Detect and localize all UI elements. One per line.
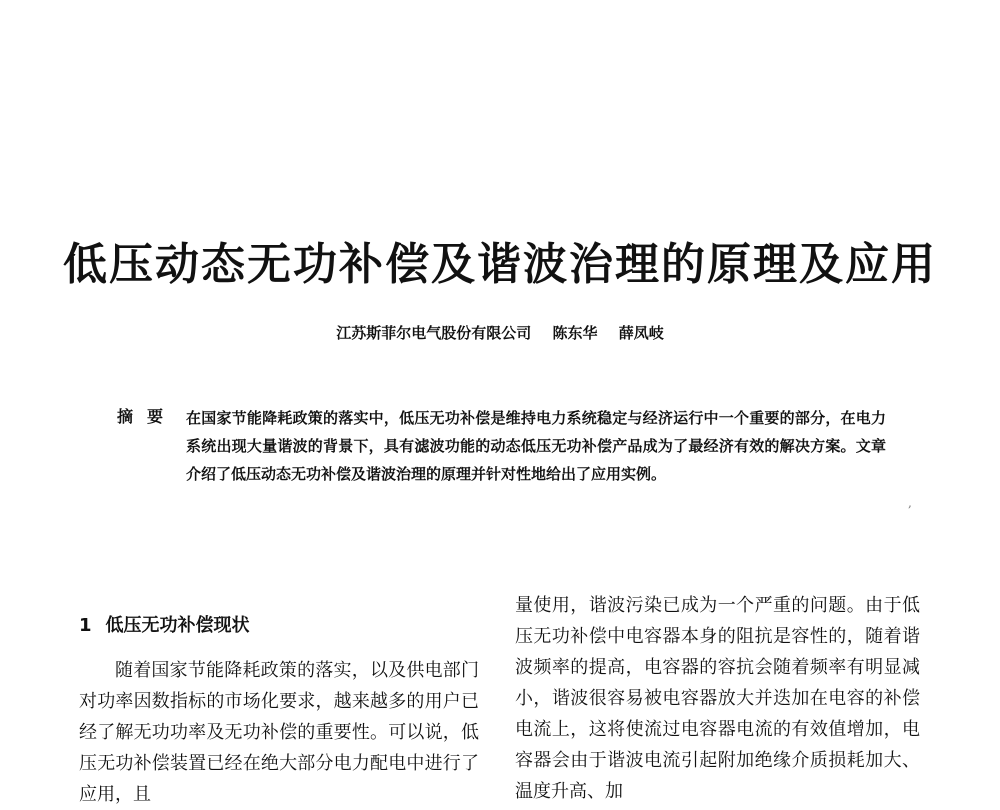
body-column-left [79, 610, 479, 810]
abstract-text: 在国家节能降耗政策的落实中，低压无功补偿是维持电力系统稳定与经济运行中一个重要的部分，在电力系统出现大量谐波的背景下，具有滤波功能的动态低压无功补偿产品成为了最经济有效的解决方案。文章介绍了低压动态无功补偿及谐波治理的原理并针对性地给出了应用实例。 [186, 409, 886, 483]
body-column-right [515, 590, 920, 807]
abstract-label: 摘要 [117, 407, 178, 426]
section-title: 低压无功补偿现状 [105, 615, 250, 636]
author-name: 陈东华 [552, 324, 598, 342]
body-paragraph: 量使用，谐波污染已成为一个严重的问题。由于低压无功补偿中电容器本身的阻抗是容性的，随着谐波频率的提高，电容器的容抗会随着频率有明显减小，谐波很容易被电容器放大并迭加在电容的补偿电流上，这将使流过电容器电流的有效值增加，电容器会由于谐波电流引起附加绝缘介质损耗加大、温度升高、加 [515, 595, 920, 802]
section-heading [79, 610, 479, 641]
section-number: 1 [79, 615, 92, 636]
paper-title: 低压动态无功补偿及谐波治理的原理及应用 [63, 239, 937, 290]
author-name: 薛凤岐 [618, 324, 664, 342]
scan-speck: , [908, 496, 912, 510]
author-organization: 江苏斯菲尔电气股份有限公司 [336, 324, 532, 342]
byline [0, 322, 1000, 343]
body-paragraph: 随着国家节能降耗政策的落实，以及供电部门对功率因数指标的市场化要求，越来越多的用户已经了解无功功率及无功补偿的重要性。可以说，低压无功补偿装置已经在绝大部分电力配电中进行了应用，且 [79, 660, 479, 805]
